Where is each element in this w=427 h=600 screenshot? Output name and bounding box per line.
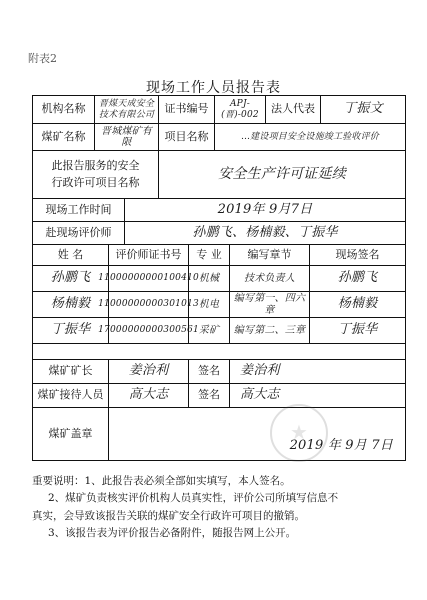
onsite-time-value (124, 198, 406, 222)
col-header-major: 专 业 (188, 244, 230, 266)
org-name-value (94, 95, 159, 124)
safety-permit-value (158, 150, 406, 199)
assessor-row-3-signature: 丁振华 (309, 317, 406, 344)
form-title: 现场工作人员报告表 (146, 80, 281, 96)
cert-no-line2: (晋)-002 (221, 109, 259, 120)
project-name: …建设项目安全设施竣工验收评价 (240, 131, 379, 142)
legal-rep-name: 丁振文 (343, 101, 383, 117)
assessor-row-3-cert: 17000000000300561 (108, 317, 189, 344)
mine-director-label: 煤矿矿长 (32, 359, 109, 384)
coal-mine-name-label: 煤矿名称 (32, 123, 95, 151)
receptionist-sign-label: 签名 (188, 383, 230, 408)
onsite-time-label: 现场工作时间 (32, 198, 125, 222)
assessor-row-1-chapter: 技术负责人 (229, 265, 310, 292)
mine-director-value: 姜治利 (108, 359, 189, 384)
assessor-row-2-chapter: 编写第一、四六章 (229, 291, 310, 318)
safety-permit-name: 安全生产许可证延续 (218, 166, 346, 183)
mine-director-sign-label: 签名 (188, 359, 230, 384)
col-header-name: 姓 名 (32, 244, 109, 266)
note-line-4: 3、该报告表为评价报告必备附件，随报告网上公开。 (48, 526, 297, 539)
coal-mine-name: 晋城煤矿有限 (101, 125, 152, 148)
assessor-row-3-major: 采矿 (188, 317, 230, 344)
col-header-assessor-cert: 评价师证书号 (108, 244, 189, 266)
receptionist-label: 煤矿接待人员 (32, 383, 109, 408)
onsite-assessors-value (124, 221, 406, 245)
assessor-row-3-name: 丁振华 (32, 317, 109, 344)
mine-seal-value (108, 407, 406, 461)
col-header-signature: 现场签名 (309, 244, 406, 266)
cert-no-line1: APJ- (229, 99, 250, 110)
receptionist-sign-value: 高大志 (229, 383, 406, 408)
assessor-row-1-signature: 孙鹏飞 (309, 265, 406, 292)
project-name-value (214, 123, 406, 151)
org-name-label: 机构名称 (32, 95, 95, 124)
onsite-assessors: 孙鹏飞、杨楠毅、丁振华 (192, 224, 338, 240)
legal-rep-value (320, 95, 406, 124)
receptionist-value: 高大志 (108, 383, 189, 408)
note-line-1: 重要说明：1、此报告表必须全部如实填写，本人签名。 (32, 475, 291, 487)
important-notes (32, 473, 412, 542)
official-seal-stamp (270, 404, 328, 462)
note-line-3: 真实，会导致该报告关联的煤矿安全行政许可项目的撤销。 (32, 509, 305, 522)
onsite-time: 2019年 9月7日 (217, 201, 313, 217)
cert-no-label: 证书编号 (158, 95, 215, 124)
assessor-row-1-name: 孙鹏飞 (32, 265, 109, 292)
safety-permit-label (32, 150, 159, 199)
safety-permit-label-line1: 此报告服务的安全 (51, 158, 140, 172)
assessor-row-1-cert: 11000000000100410 (108, 265, 189, 292)
attachment-label: 附表2 (28, 52, 57, 65)
mine-director-sign-value: 姜治利 (229, 359, 406, 384)
assessor-row-2-name: 杨楠毅 (32, 291, 109, 318)
project-name-label: 项目名称 (158, 123, 215, 151)
report-table (32, 95, 406, 461)
col-header-chapters: 编写章节 (229, 244, 310, 266)
assessor-row-2-signature: 杨楠毅 (309, 291, 406, 318)
org-name-line2: 技术有限公司 (98, 109, 155, 120)
assessor-row-2-major: 机电 (188, 291, 230, 318)
onsite-assessors-label: 赴现场评价师 (32, 221, 125, 245)
assessor-row-1-major: 机械 (188, 265, 230, 292)
note-line-2: 2、煤矿负责核实评价机构人员真实性，评价公司所填写信息不 (48, 492, 339, 505)
seal-date: 2019 年 9月 7日 (289, 438, 393, 454)
assessor-row-2-cert: 11000000000301013 (108, 291, 189, 318)
cert-no-value (214, 95, 266, 124)
org-name-line1: 晋煤天成安全 (98, 99, 155, 110)
safety-permit-label-line2: 行政许可项目名称 (51, 175, 140, 189)
blank-row (32, 343, 406, 360)
assessor-row-3-chapter: 编写第二、三章 (229, 317, 310, 344)
coal-mine-name-value (94, 123, 159, 151)
mine-seal-label: 煤矿盖章 (32, 407, 109, 461)
legal-rep-label: 法人代表 (265, 95, 321, 124)
